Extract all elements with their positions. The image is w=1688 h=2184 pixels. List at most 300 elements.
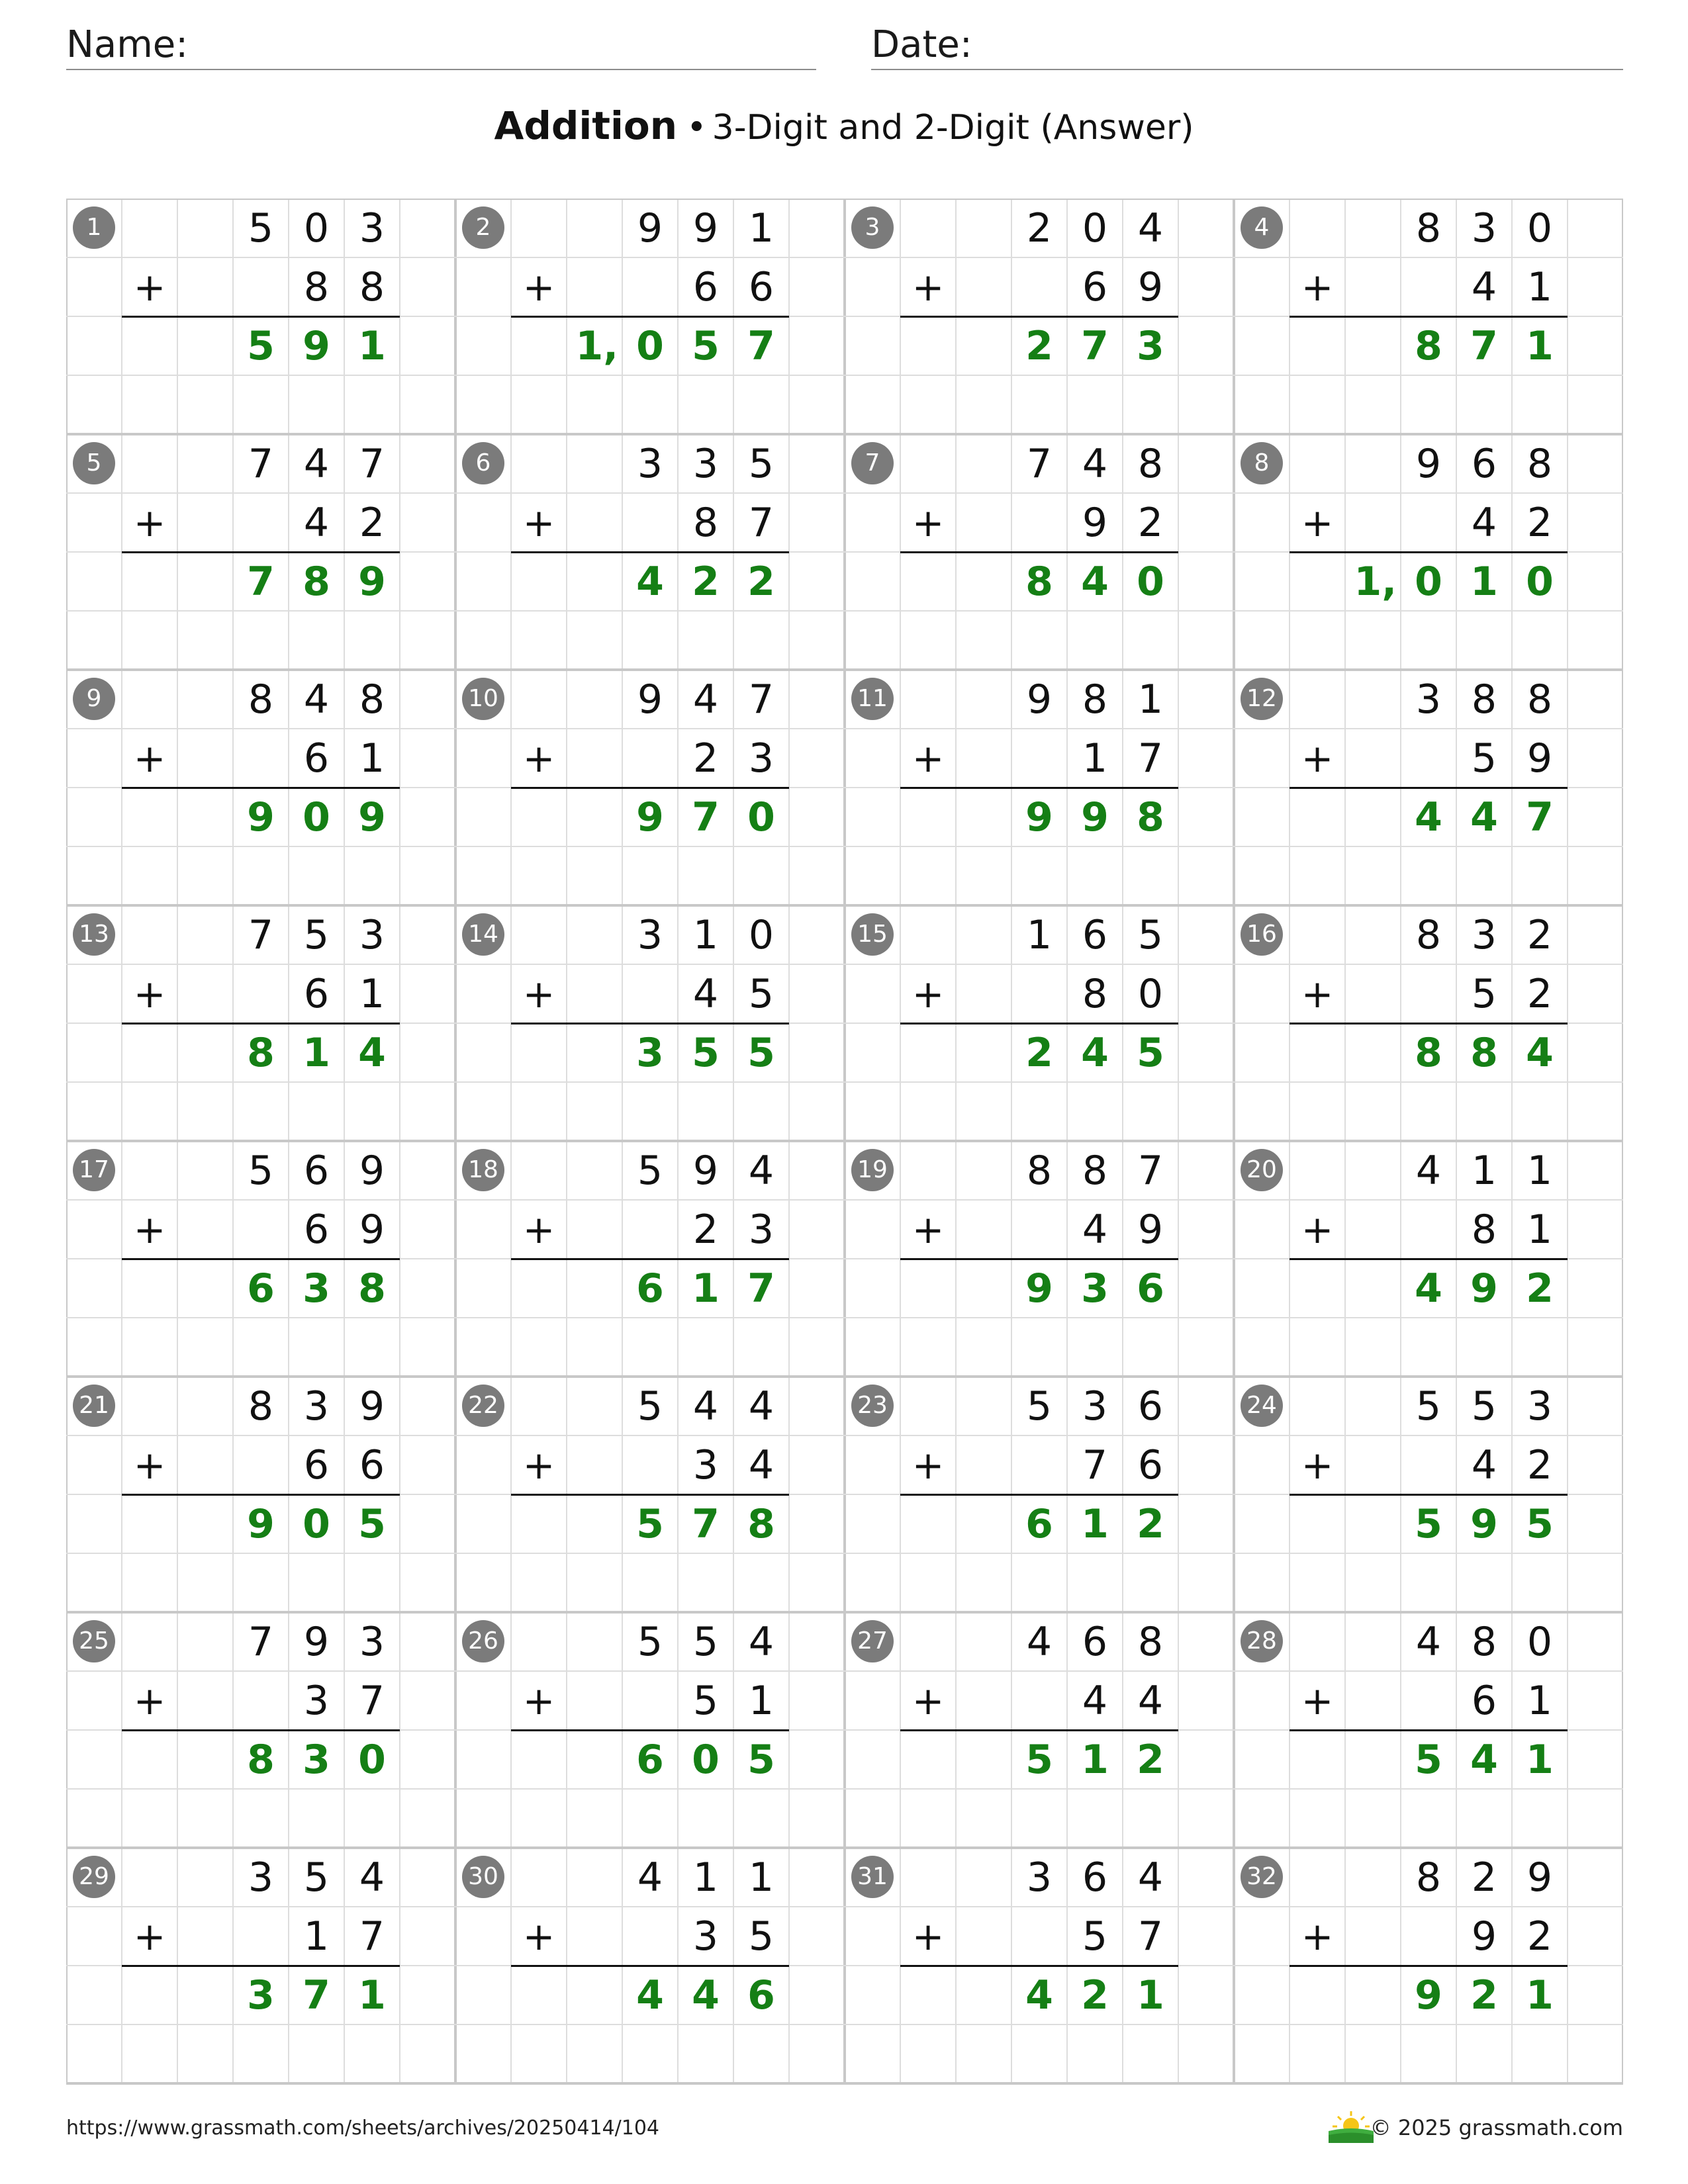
plus-sign: + xyxy=(1301,1678,1334,1723)
plus-sign: + xyxy=(522,1442,555,1488)
addend-top-digit: 8 xyxy=(1526,440,1553,487)
plus-sign: + xyxy=(133,971,166,1017)
addend-top-digit: 8 xyxy=(1471,676,1497,723)
addend-top-digit: 8 xyxy=(248,1383,274,1430)
answer-digit: 3 xyxy=(1081,1265,1109,1312)
answer-digit: 9 xyxy=(1415,1972,1442,2019)
addend-top-digit: 6 xyxy=(1082,1618,1108,1665)
problem-number-badge: 19 xyxy=(851,1149,894,1191)
answer-digit: 1 xyxy=(1081,1736,1109,1783)
addend-top-digit: 3 xyxy=(359,911,385,958)
answer-digit: 8 xyxy=(1415,1029,1442,1076)
answer-digit: 9 xyxy=(358,558,386,605)
answer-digit: 0 xyxy=(636,322,664,369)
addend-top-digit: 4 xyxy=(359,1854,385,1901)
problem-number-badge: 1 xyxy=(73,206,115,249)
problem-number-badge: 10 xyxy=(462,678,504,720)
answer-digit: 1 xyxy=(1526,1736,1554,1783)
answer-digit: 9 xyxy=(247,1500,275,1547)
plus-sign: + xyxy=(1301,735,1334,781)
problem-number-badge: 18 xyxy=(462,1149,504,1191)
addend-bottom-digit: 6 xyxy=(692,263,719,310)
addend-top-digit: 1 xyxy=(748,1854,774,1901)
answer-digit: 5 xyxy=(247,322,275,369)
answer-digit: 0 xyxy=(1137,558,1164,605)
answer-digit: 0 xyxy=(303,794,330,841)
answer-digit: 7 xyxy=(747,322,775,369)
addend-top-digit: 5 xyxy=(248,1147,274,1194)
addend-top-digit: 1 xyxy=(1526,1147,1553,1194)
addend-bottom-digit: 9 xyxy=(1526,735,1553,782)
answer-digit: 2 xyxy=(1137,1736,1164,1783)
problem-number-badge: 5 xyxy=(73,442,115,484)
answer-digit: 8 xyxy=(247,1736,275,1783)
addend-top-digit: 3 xyxy=(1082,1383,1108,1430)
addend-top-digit: 6 xyxy=(1471,440,1497,487)
problem-number-badge: 27 xyxy=(851,1620,894,1662)
addend-top-digit: 3 xyxy=(359,1618,385,1665)
addend-top-digit: 5 xyxy=(692,1618,719,1665)
answer-digit: 9 xyxy=(358,794,386,841)
worksheet-title xyxy=(0,103,1688,148)
answer-digit: 6 xyxy=(636,1265,664,1312)
problem-number-badge: 16 xyxy=(1241,913,1283,956)
addend-bottom-digit: 4 xyxy=(748,1441,774,1488)
plus-sign: + xyxy=(912,264,945,310)
problem-number-badge: 25 xyxy=(73,1620,115,1662)
addend-top-digit: 8 xyxy=(1137,1618,1164,1665)
addend-bottom-digit: 6 xyxy=(359,1441,385,1488)
answer-digit: 2 xyxy=(1137,1500,1164,1547)
addend-top-digit: 8 xyxy=(359,676,385,723)
addend-top-digit: 5 xyxy=(303,911,330,958)
addend-top-digit: 7 xyxy=(359,440,385,487)
plus-sign: + xyxy=(522,1678,555,1723)
addend-bottom-digit: 7 xyxy=(359,1677,385,1724)
addend-top-digit: 4 xyxy=(1415,1147,1442,1194)
answer-digit: 5 xyxy=(692,1029,720,1076)
addend-top-digit: 5 xyxy=(637,1618,663,1665)
addend-top-digit: 3 xyxy=(692,440,719,487)
addend-top-digit: 8 xyxy=(1415,911,1442,958)
addend-top-digit: 2 xyxy=(1026,205,1053,251)
addend-top-digit: 1 xyxy=(748,205,774,251)
answer-digit: 5 xyxy=(358,1500,386,1547)
addend-bottom-digit: 2 xyxy=(1526,1441,1553,1488)
answer-digit: 0 xyxy=(1415,558,1442,605)
problem-number-badge: 23 xyxy=(851,1385,894,1427)
addend-top-digit: 4 xyxy=(692,1383,719,1430)
answer-digit: 4 xyxy=(358,1029,386,1076)
addend-bottom-digit: 4 xyxy=(1471,1441,1497,1488)
addend-top-digit: 8 xyxy=(1415,205,1442,251)
addend-top-digit: 9 xyxy=(1026,676,1053,723)
plus-sign: + xyxy=(133,1678,166,1723)
plus-sign: + xyxy=(912,735,945,781)
addend-bottom-digit: 8 xyxy=(359,263,385,310)
plus-sign: + xyxy=(133,500,166,545)
addend-top-digit: 9 xyxy=(692,205,719,251)
answer-digit: 6 xyxy=(1137,1265,1164,1312)
addend-bottom-digit: 2 xyxy=(359,499,385,546)
answer-digit: 2 xyxy=(747,558,775,605)
addend-bottom-digit: 5 xyxy=(1471,970,1497,1017)
answer-digit: 9 xyxy=(636,794,664,841)
addend-top-digit: 1 xyxy=(1137,676,1164,723)
title-subtitle: 3-Digit and 2-Digit (Answer) xyxy=(712,108,1194,148)
plus-sign: + xyxy=(912,1442,945,1488)
answer-digit: 5 xyxy=(692,322,720,369)
problem-number-badge: 26 xyxy=(462,1620,504,1662)
answer-digit: 7 xyxy=(692,794,720,841)
addend-bottom-digit: 9 xyxy=(1471,1913,1497,1960)
answer-digit: 8 xyxy=(1025,558,1053,605)
addend-top-digit: 4 xyxy=(1026,1618,1053,1665)
problem-number-badge: 29 xyxy=(73,1856,115,1898)
addend-top-digit: 8 xyxy=(1026,1147,1053,1194)
answer-digit: 0 xyxy=(358,1736,386,1783)
answer-digit: 0 xyxy=(692,1736,720,1783)
answer-digit: 2 xyxy=(1025,322,1053,369)
addend-bottom-digit: 3 xyxy=(692,1441,719,1488)
answer-digit: 1 xyxy=(1470,558,1498,605)
addend-bottom-digit: 1 xyxy=(303,1913,330,1960)
answer-digit: 1, xyxy=(1354,558,1397,605)
addend-bottom-digit: 4 xyxy=(1082,1677,1108,1724)
addend-top-digit: 3 xyxy=(248,1854,274,1901)
addend-bottom-digit: 6 xyxy=(1137,1441,1164,1488)
addend-top-digit: 6 xyxy=(1082,911,1108,958)
addend-top-digit: 3 xyxy=(1526,1383,1553,1430)
answer-digit: 3 xyxy=(636,1029,664,1076)
answer-digit: 2 xyxy=(692,558,720,605)
plus-sign: + xyxy=(1301,500,1334,545)
answer-digit: 7 xyxy=(1526,794,1554,841)
addend-top-digit: 0 xyxy=(303,205,330,251)
answer-digit: 7 xyxy=(1081,322,1109,369)
addend-bottom-digit: 2 xyxy=(692,735,719,782)
addend-top-digit: 1 xyxy=(1471,1147,1497,1194)
addend-bottom-digit: 5 xyxy=(748,1913,774,1960)
addend-top-digit: 3 xyxy=(1026,1854,1053,1901)
answer-digit: 4 xyxy=(1470,1736,1498,1783)
addend-top-digit: 4 xyxy=(1137,205,1164,251)
plus-sign: + xyxy=(133,264,166,310)
problem-number-badge: 9 xyxy=(73,678,115,720)
plus-sign: + xyxy=(133,1206,166,1252)
addend-top-digit: 0 xyxy=(748,911,774,958)
answer-digit: 7 xyxy=(1470,322,1498,369)
problem-number-badge: 8 xyxy=(1241,442,1283,484)
addend-top-digit: 5 xyxy=(637,1383,663,1430)
date-field[interactable] xyxy=(871,20,1623,70)
plus-sign: + xyxy=(1301,971,1334,1017)
addend-bottom-digit: 1 xyxy=(1526,1206,1553,1253)
addend-top-digit: 6 xyxy=(1137,1383,1164,1430)
addend-top-digit: 3 xyxy=(637,911,663,958)
answer-digit: 1, xyxy=(575,322,618,369)
answer-digit: 4 xyxy=(1081,558,1109,605)
title-bullet: • xyxy=(686,108,707,148)
answer-digit: 4 xyxy=(636,1972,664,2019)
footer-copyright: © 2025 grassmath.com xyxy=(1370,2115,1623,2140)
addend-top-digit: 9 xyxy=(303,1618,330,1665)
addend-top-digit: 9 xyxy=(637,676,663,723)
problem-number-badge: 30 xyxy=(462,1856,504,1898)
addend-top-digit: 9 xyxy=(359,1383,385,1430)
problem-number-badge: 6 xyxy=(462,442,504,484)
addend-top-digit: 9 xyxy=(359,1147,385,1194)
answer-digit: 6 xyxy=(636,1736,664,1783)
addend-bottom-digit: 3 xyxy=(303,1677,330,1724)
problem-number-badge: 11 xyxy=(851,678,894,720)
answer-digit: 9 xyxy=(1470,1265,1498,1312)
addend-bottom-digit: 5 xyxy=(692,1677,719,1724)
addend-top-digit: 8 xyxy=(1471,1618,1497,1665)
addend-bottom-digit: 4 xyxy=(692,970,719,1017)
answer-digit: 2 xyxy=(1526,1265,1554,1312)
answer-digit: 9 xyxy=(1025,794,1053,841)
addend-top-digit: 5 xyxy=(1137,911,1164,958)
problem-number-badge: 28 xyxy=(1241,1620,1283,1662)
addend-top-digit: 7 xyxy=(248,1618,274,1665)
answer-digit: 2 xyxy=(1025,1029,1053,1076)
addend-bottom-digit: 2 xyxy=(1526,1913,1553,1960)
addend-bottom-digit: 5 xyxy=(1082,1913,1108,1960)
addend-bottom-digit: 4 xyxy=(303,499,330,546)
answer-digit: 1 xyxy=(303,1029,330,1076)
name-field[interactable] xyxy=(66,20,816,70)
title-main: Addition xyxy=(494,103,677,148)
addend-bottom-digit: 5 xyxy=(748,970,774,1017)
answer-digit: 9 xyxy=(303,322,330,369)
addend-bottom-digit: 4 xyxy=(1137,1677,1164,1724)
answer-digit: 0 xyxy=(747,794,775,841)
addend-top-digit: 3 xyxy=(1415,676,1442,723)
plus-sign: + xyxy=(522,1913,555,1959)
answer-digit: 8 xyxy=(247,1029,275,1076)
answer-digit: 8 xyxy=(747,1500,775,1547)
addend-top-digit: 9 xyxy=(692,1147,719,1194)
answer-digit: 4 xyxy=(1415,794,1442,841)
addend-bottom-digit: 2 xyxy=(1526,499,1553,546)
name-label: Name: xyxy=(66,23,189,66)
addend-top-digit: 4 xyxy=(637,1854,663,1901)
addend-top-digit: 3 xyxy=(637,440,663,487)
answer-digit: 1 xyxy=(1526,1972,1554,2019)
addend-top-digit: 1 xyxy=(1026,911,1053,958)
answer-digit: 8 xyxy=(358,1265,386,1312)
footer-url[interactable]: https://www.grassmath.com/sheets/archives/20250414/104 xyxy=(66,2116,660,2140)
plus-sign: + xyxy=(522,735,555,781)
answer-digit: 5 xyxy=(1415,1736,1442,1783)
answer-digit: 7 xyxy=(747,1265,775,1312)
addend-bottom-digit: 9 xyxy=(1137,263,1164,310)
problem-number-badge: 21 xyxy=(73,1385,115,1427)
addend-top-digit: 7 xyxy=(748,676,774,723)
addend-top-digit: 3 xyxy=(303,1383,330,1430)
addend-bottom-digit: 3 xyxy=(748,735,774,782)
addend-top-digit: 4 xyxy=(748,1618,774,1665)
answer-digit: 4 xyxy=(1470,794,1498,841)
problem-number-badge: 31 xyxy=(851,1856,894,1898)
answer-digit: 4 xyxy=(1081,1029,1109,1076)
addend-bottom-digit: 9 xyxy=(1137,1206,1164,1253)
addend-bottom-digit: 8 xyxy=(1082,970,1108,1017)
addend-bottom-digit: 0 xyxy=(1137,970,1164,1017)
addend-bottom-digit: 7 xyxy=(1137,735,1164,782)
addend-top-digit: 7 xyxy=(248,440,274,487)
answer-digit: 5 xyxy=(1025,1736,1053,1783)
addend-top-digit: 5 xyxy=(637,1147,663,1194)
addend-top-digit: 3 xyxy=(1471,205,1497,251)
addend-bottom-digit: 2 xyxy=(1526,970,1553,1017)
answer-digit: 7 xyxy=(247,558,275,605)
addend-top-digit: 9 xyxy=(637,205,663,251)
addend-bottom-digit: 8 xyxy=(692,499,719,546)
answer-digit: 5 xyxy=(1526,1500,1554,1547)
addend-bottom-digit: 4 xyxy=(1082,1206,1108,1253)
answer-digit: 6 xyxy=(247,1265,275,1312)
addend-bottom-digit: 7 xyxy=(1137,1913,1164,1960)
answer-digit: 4 xyxy=(1415,1265,1442,1312)
answer-digit: 3 xyxy=(303,1736,330,1783)
plus-sign: + xyxy=(133,735,166,781)
problem-grid xyxy=(66,199,1623,2086)
addend-top-digit: 5 xyxy=(248,205,274,251)
addend-bottom-digit: 2 xyxy=(1137,499,1164,546)
answer-digit: 2 xyxy=(1470,1972,1498,2019)
addend-top-digit: 1 xyxy=(692,1854,719,1901)
answer-digit: 9 xyxy=(247,794,275,841)
plus-sign: + xyxy=(133,1913,166,1959)
addend-top-digit: 2 xyxy=(1471,1854,1497,1901)
answer-digit: 4 xyxy=(692,1972,720,2019)
answer-digit: 8 xyxy=(1137,794,1164,841)
answer-digit: 5 xyxy=(747,1736,775,1783)
problem-number-badge: 24 xyxy=(1241,1385,1283,1427)
problem-number-badge: 22 xyxy=(462,1385,504,1427)
addend-top-digit: 5 xyxy=(1026,1383,1053,1430)
answer-digit: 8 xyxy=(1470,1029,1498,1076)
addend-top-digit: 4 xyxy=(692,676,719,723)
addend-top-digit: 6 xyxy=(303,1147,330,1194)
addend-bottom-digit: 6 xyxy=(303,1441,330,1488)
answer-digit: 7 xyxy=(692,1500,720,1547)
addend-bottom-digit: 1 xyxy=(1526,1677,1553,1724)
addend-top-digit: 8 xyxy=(1082,676,1108,723)
addend-bottom-digit: 3 xyxy=(748,1206,774,1253)
addend-bottom-digit: 4 xyxy=(1471,499,1497,546)
answer-digit: 4 xyxy=(1025,1972,1053,2019)
addend-bottom-digit: 6 xyxy=(1082,263,1108,310)
answer-digit: 4 xyxy=(636,558,664,605)
addend-bottom-digit: 2 xyxy=(692,1206,719,1253)
answer-digit: 8 xyxy=(1415,322,1442,369)
addend-top-digit: 4 xyxy=(1082,440,1108,487)
addend-top-digit: 5 xyxy=(1415,1383,1442,1430)
answer-digit: 0 xyxy=(303,1500,330,1547)
answer-digit: 3 xyxy=(303,1265,330,1312)
answer-digit: 5 xyxy=(1137,1029,1164,1076)
addend-bottom-digit: 1 xyxy=(359,735,385,782)
answer-digit: 6 xyxy=(1025,1500,1053,1547)
problem-number-badge: 17 xyxy=(73,1149,115,1191)
plus-sign: + xyxy=(1301,264,1334,310)
addend-bottom-digit: 7 xyxy=(1082,1441,1108,1488)
addend-top-digit: 7 xyxy=(248,911,274,958)
addend-top-digit: 4 xyxy=(1137,1854,1164,1901)
addend-top-digit: 5 xyxy=(303,1854,330,1901)
addend-top-digit: 3 xyxy=(1471,911,1497,958)
addend-bottom-digit: 8 xyxy=(303,263,330,310)
addend-top-digit: 4 xyxy=(748,1383,774,1430)
answer-digit: 1 xyxy=(358,322,386,369)
answer-digit: 5 xyxy=(747,1029,775,1076)
addend-bottom-digit: 1 xyxy=(748,1677,774,1724)
addend-top-digit: 4 xyxy=(303,440,330,487)
addend-bottom-digit: 7 xyxy=(748,499,774,546)
addend-top-digit: 4 xyxy=(1415,1618,1442,1665)
answer-digit: 5 xyxy=(636,1500,664,1547)
addend-top-digit: 8 xyxy=(1082,1147,1108,1194)
answer-digit: 6 xyxy=(747,1972,775,2019)
answer-digit: 9 xyxy=(1470,1500,1498,1547)
addend-bottom-digit: 1 xyxy=(1082,735,1108,782)
addend-bottom-digit: 6 xyxy=(748,263,774,310)
addend-top-digit: 4 xyxy=(303,676,330,723)
addend-top-digit: 0 xyxy=(1082,205,1108,251)
addend-bottom-digit: 3 xyxy=(692,1913,719,1960)
plus-sign: + xyxy=(133,1442,166,1488)
addend-bottom-digit: 9 xyxy=(359,1206,385,1253)
addend-top-digit: 8 xyxy=(1137,440,1164,487)
addend-bottom-digit: 7 xyxy=(359,1913,385,1960)
plus-sign: + xyxy=(1301,1442,1334,1488)
addend-bottom-digit: 8 xyxy=(1471,1206,1497,1253)
problem-number-badge: 13 xyxy=(73,913,115,956)
plus-sign: + xyxy=(912,500,945,545)
addend-top-digit: 5 xyxy=(748,440,774,487)
problem-number-badge: 14 xyxy=(462,913,504,956)
answer-digit: 7 xyxy=(303,1972,330,2019)
answer-digit: 3 xyxy=(1137,322,1164,369)
grass-sun-logo-icon xyxy=(1327,2109,1375,2143)
addend-bottom-digit: 1 xyxy=(359,970,385,1017)
addend-top-digit: 7 xyxy=(1026,440,1053,487)
addend-bottom-digit: 9 xyxy=(1082,499,1108,546)
addend-top-digit: 0 xyxy=(1526,1618,1553,1665)
answer-digit: 0 xyxy=(1526,558,1554,605)
answer-digit: 1 xyxy=(1081,1500,1109,1547)
plus-sign: + xyxy=(522,264,555,310)
addend-bottom-digit: 5 xyxy=(1471,735,1497,782)
plus-sign: + xyxy=(522,971,555,1017)
answer-digit: 1 xyxy=(1526,322,1554,369)
answer-digit: 8 xyxy=(303,558,330,605)
addend-top-digit: 8 xyxy=(1526,676,1553,723)
plus-sign: + xyxy=(522,1206,555,1252)
plus-sign: + xyxy=(912,1678,945,1723)
addend-top-digit: 8 xyxy=(248,676,274,723)
addend-top-digit: 7 xyxy=(1137,1147,1164,1194)
plus-sign: + xyxy=(912,971,945,1017)
answer-digit: 5 xyxy=(1415,1500,1442,1547)
addend-bottom-digit: 6 xyxy=(1471,1677,1497,1724)
addend-bottom-digit: 6 xyxy=(303,970,330,1017)
date-label: Date: xyxy=(871,23,972,66)
answer-digit: 1 xyxy=(692,1265,720,1312)
